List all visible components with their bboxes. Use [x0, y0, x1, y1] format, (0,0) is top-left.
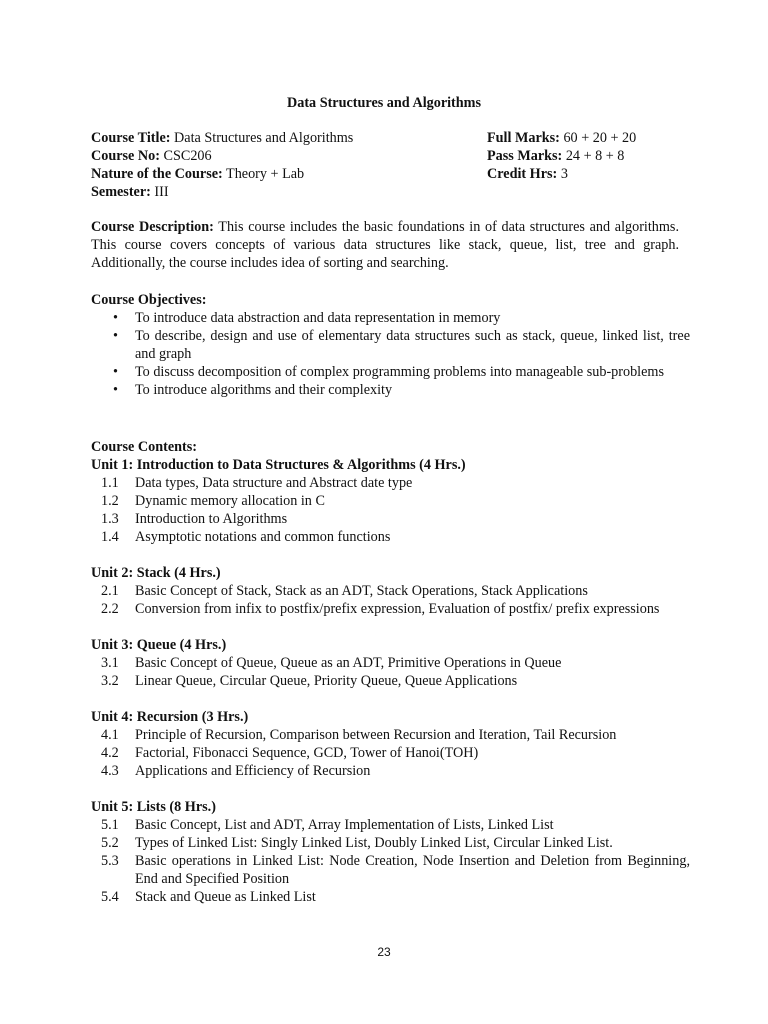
- objectives-heading: Course Objectives:: [91, 292, 207, 308]
- topic-number: 4.2: [101, 745, 119, 761]
- topic-text: Applications and Efficiency of Recursion: [135, 763, 371, 779]
- bullet-icon: •: [113, 310, 118, 326]
- topic-text: Basic Concept, List and ADT, Array Implementation of Lists, Linked List: [135, 817, 554, 833]
- topic-item: [91, 762, 690, 780]
- topic-number: 1.1: [101, 475, 119, 491]
- topic-item: [91, 852, 690, 888]
- description-label: Course Description:: [91, 219, 214, 235]
- unit-title: Unit 2: Stack (4 Hrs.): [91, 565, 221, 581]
- bullet-icon: •: [113, 328, 118, 344]
- objective-text: To discuss decomposition of complex programming problems into manageable sub-problems: [135, 364, 664, 380]
- course-title-value: Data Structures and Algorithms: [170, 130, 354, 146]
- topic-item: [91, 510, 690, 528]
- topic-text: Conversion from infix to postfix/prefix expression, Evaluation of postfix/ prefix expressions: [135, 601, 660, 617]
- topic-text: Dynamic memory allocation in C: [135, 493, 325, 509]
- topic-number: 1.2: [101, 493, 119, 509]
- topic-item: [91, 474, 690, 492]
- page-title: Data Structures and Algorithms: [286, 95, 482, 111]
- course-objectives: [91, 291, 691, 399]
- course-no-value: CSC206: [159, 148, 212, 164]
- nature-label: Nature of the Course:: [91, 166, 223, 182]
- topic-item: [91, 600, 690, 618]
- unit-title: Unit 1: Introduction to Data Structures & Algorithms (4 Hrs.): [91, 457, 466, 473]
- semester-row: [91, 183, 481, 201]
- topic-item: [91, 528, 690, 546]
- topic-text: Introduction to Algorithms: [135, 511, 288, 527]
- topic-text: Basic Concept of Stack, Stack as an ADT, Stack Operations, Stack Applications: [135, 583, 588, 599]
- nature-row: [91, 165, 481, 183]
- topic-item: [91, 816, 690, 834]
- topic-text: Linear Queue, Circular Queue, Priority Queue, Queue Applications: [135, 673, 518, 689]
- unit-1: [91, 456, 691, 546]
- bullet-icon: •: [113, 382, 118, 398]
- topic-text: Basic operations in Linked List: Node Creation, Node Insertion and Deletion from Beginning, End and Specified Position: [135, 853, 690, 887]
- topic-item: [91, 744, 690, 762]
- topic-number: 5.2: [101, 835, 119, 851]
- objective-text: To introduce data abstraction and data representation in memory: [135, 310, 501, 326]
- topic-text: Asymptotic notations and common functions: [135, 529, 391, 545]
- course-meta-left: [91, 129, 481, 201]
- topic-number: 5.3: [101, 853, 119, 869]
- course-no-label: Course No:: [91, 148, 160, 164]
- credit-hrs-label: Credit Hrs:: [487, 166, 558, 182]
- full-marks-value: 60 + 20 + 20: [559, 130, 637, 146]
- course-description: [91, 218, 679, 272]
- nature-value: Theory + Lab: [222, 166, 305, 182]
- topic-text: Stack and Queue as Linked List: [135, 889, 316, 905]
- objective-item: [91, 309, 690, 327]
- semester-value: III: [150, 184, 169, 200]
- bullet-icon: •: [113, 364, 118, 380]
- topic-item: [91, 726, 690, 744]
- topic-item: [91, 492, 690, 510]
- objective-item: [91, 381, 690, 399]
- course-meta-right: [487, 129, 687, 183]
- unit-3: [91, 636, 691, 690]
- topic-item: [91, 672, 690, 690]
- semester-label: Semester:: [91, 184, 151, 200]
- full-marks-row: [487, 129, 687, 147]
- topic-number: 4.1: [101, 727, 119, 743]
- objective-item: [91, 327, 690, 363]
- topic-text: Factorial, Fibonacci Sequence, GCD, Tower of Hanoi(TOH): [135, 745, 479, 761]
- topic-number: 1.3: [101, 511, 119, 527]
- topic-number: 1.4: [101, 529, 119, 545]
- topic-number: 4.3: [101, 763, 119, 779]
- course-contents: [91, 438, 691, 924]
- objective-item: [91, 363, 690, 381]
- course-title-row: [91, 129, 481, 147]
- topic-number: 5.4: [101, 889, 119, 905]
- unit-title: Unit 4: Recursion (3 Hrs.): [91, 709, 249, 725]
- credit-hrs-value: 3: [557, 166, 568, 182]
- page-number: 23: [377, 945, 391, 959]
- unit-title: Unit 3: Queue (4 Hrs.): [91, 637, 227, 653]
- objectives-list: [91, 309, 691, 399]
- description-text: This course includes the basic foundations in of data structures and algorithms. This course covers concepts of various data structures like stack, queue, list, tree and graph. Additionally, the course includes idea of sorting and searching.: [91, 219, 679, 271]
- unit-4: [91, 708, 691, 780]
- topic-item: [91, 654, 690, 672]
- objective-text: To describe, design and use of elementary data structures such as stack, queue, linked list, tree and graph: [135, 328, 690, 362]
- topic-item: [91, 834, 690, 852]
- topic-number: 2.1: [101, 583, 119, 599]
- unit-2: [91, 564, 691, 618]
- contents-heading: Course Contents:: [91, 439, 198, 455]
- pass-marks-value: 24 + 8 + 8: [562, 148, 625, 164]
- topic-number: 5.1: [101, 817, 119, 833]
- objective-text: To introduce algorithms and their complexity: [135, 382, 393, 398]
- topic-text: Data types, Data structure and Abstract date type: [135, 475, 413, 491]
- topic-item: [91, 888, 690, 906]
- topic-number: 2.2: [101, 601, 119, 617]
- full-marks-label: Full Marks:: [487, 130, 560, 146]
- topic-number: 3.1: [101, 655, 119, 671]
- course-no-row: [91, 147, 481, 165]
- unit-title: Unit 5: Lists (8 Hrs.): [91, 799, 216, 815]
- pass-marks-row: [487, 147, 687, 165]
- topic-text: Principle of Recursion, Comparison between Recursion and Iteration, Tail Recursion: [135, 727, 617, 743]
- course-title-label: Course Title:: [91, 130, 171, 146]
- unit-5: [91, 798, 691, 906]
- credit-hrs-row: [487, 165, 687, 183]
- topic-item: [91, 582, 690, 600]
- pass-marks-label: Pass Marks:: [487, 148, 563, 164]
- topic-text: Types of Linked List: Singly Linked List, Doubly Linked List, Circular Linked List.: [135, 835, 613, 851]
- topic-number: 3.2: [101, 673, 119, 689]
- topic-text: Basic Concept of Queue, Queue as an ADT, Primitive Operations in Queue: [135, 655, 562, 671]
